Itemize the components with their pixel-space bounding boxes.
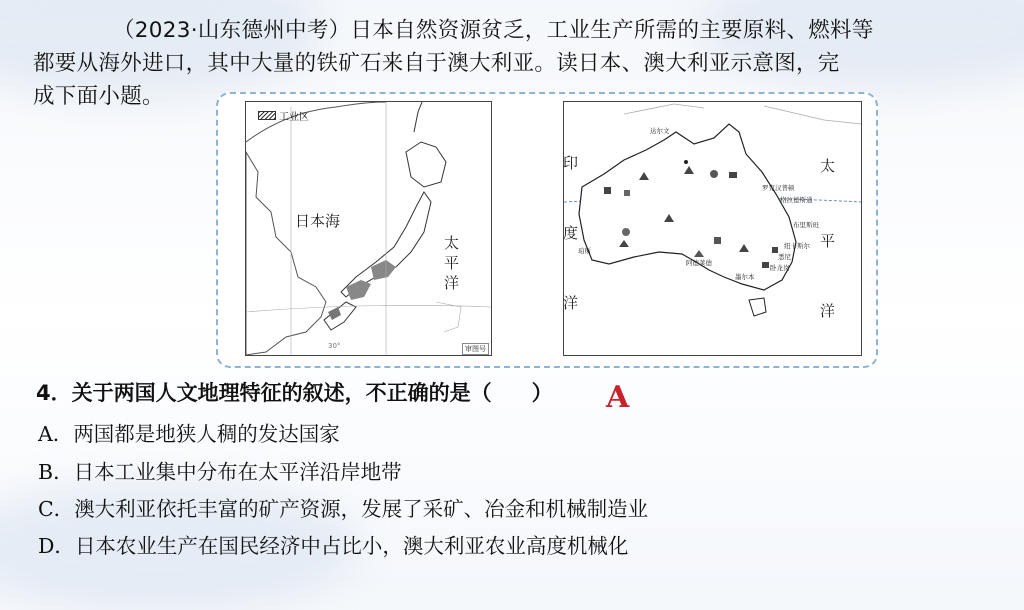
place-brisbane: 布里斯班 <box>793 221 819 229</box>
option-b-text: 日本工业集中分布在太平洋沿岸地带 <box>73 460 402 484</box>
japan-map-graphic <box>246 102 491 355</box>
option-b-letter: B． <box>38 460 74 484</box>
option-b <box>38 455 402 485</box>
indian-ocean-char-1: 印 <box>563 154 579 172</box>
place-perth: 珀斯 <box>578 247 591 255</box>
option-a <box>38 417 340 447</box>
place-sydney: 悉尼 <box>778 253 791 261</box>
option-d <box>38 529 628 559</box>
longitude-label: 30° <box>328 342 341 350</box>
option-c <box>38 492 648 522</box>
option-a-letter: A． <box>38 422 74 446</box>
question-stem <box>36 377 553 407</box>
place-newcastle: 纽卡斯尔 <box>784 242 810 250</box>
indian-ocean-char-3: 洋 <box>563 294 579 312</box>
option-c-text: 澳大利亚依托丰富的矿产资源，发展了采矿、冶金和机械制造业 <box>74 497 649 521</box>
intro-line-3: 成下面小题。 <box>33 84 164 109</box>
japan-map <box>245 101 492 356</box>
map-source-stamp: 审图号 <box>462 343 489 355</box>
place-darwin: 达尔文 <box>650 127 670 135</box>
option-a-text: 两国都是地狭人稠的发达国家 <box>73 422 340 446</box>
japan-pacific-char-2: 平 <box>444 254 460 272</box>
intro-line-2: 都要从海外进口，其中大量的铁矿石来自于澳大利亚。读日本、澳大利亚示意图，完 <box>33 51 840 76</box>
place-adelaide: 阿德莱德 <box>686 259 712 267</box>
indian-ocean-char-2: 度 <box>563 224 579 242</box>
sea-of-japan-label: 日本海 <box>295 212 341 230</box>
option-c-letter: C． <box>38 497 75 521</box>
japan-pacific-char-1: 太 <box>444 234 460 252</box>
map-legend <box>258 108 309 123</box>
legend-label: 工业区 <box>279 112 309 123</box>
industrial-zone-swatch <box>258 111 276 120</box>
place-gladstone: 格拉德斯通 <box>780 196 813 204</box>
aus-pacific-char-2: 平 <box>820 232 836 250</box>
japan-pacific-char-3: 洋 <box>444 274 460 292</box>
option-d-text: 日本农业生产在国民经济中占比小，澳大利亚农业高度机械化 <box>74 534 629 558</box>
question-text: 4．关于两国人文地理特征的叙述，不正确的是（ <box>36 381 492 405</box>
place-wollongong: 卧龙岗 <box>770 264 790 272</box>
aus-pacific-char-1: 太 <box>820 157 836 175</box>
place-rockhampton: 罗克汉普顿 <box>762 184 795 192</box>
answer-mark: A <box>606 380 630 415</box>
question-close-paren: ） <box>531 381 553 405</box>
option-d-letter: D． <box>38 534 75 558</box>
place-melbourne: 墨尔本 <box>735 273 755 281</box>
intro-line-1: （2023·山东德州中考）日本自然资源贫乏，工业生产所需的主要原料、燃料等 <box>113 18 874 43</box>
aus-pacific-char-3: 洋 <box>820 302 836 320</box>
